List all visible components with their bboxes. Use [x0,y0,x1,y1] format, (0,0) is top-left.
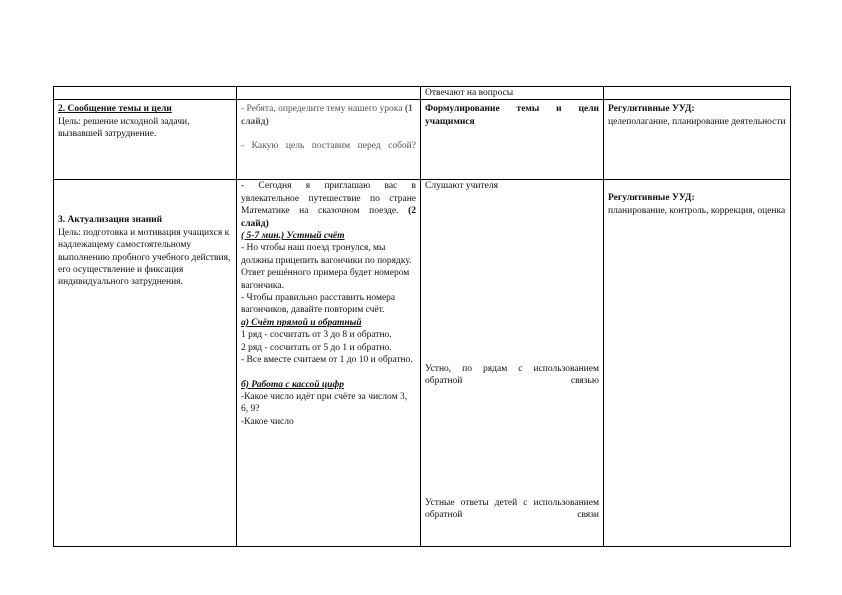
stage-title: 2. Сообщение темы и цели [58,104,172,115]
uud-title: Регулятивные УУД: [608,104,695,115]
section-heading: а) Счёт прямой и обратный [241,317,362,328]
cell-students [421,100,604,180]
lesson-plan-table [53,86,791,547]
table-row [54,100,791,180]
uud-text: планирование, контроль, коррекция, оценка [608,205,786,216]
students-activity-text: Устные ответы детей с использованием обратной связи [425,497,599,521]
cell-stage [54,180,237,547]
cell-stage [54,100,237,180]
cell-teacher [237,87,421,100]
students-activity-text: Слушают учителя [425,181,498,192]
teacher-text: - Но чтобы наш поезд тронулся, мы должны прицепить вагончики по порядку. Ответ решённого примера будет номером вагончика. [241,243,412,291]
teacher-text: 1 ряд - сосчитать от 3 до 8 и обратно. [241,330,392,341]
teacher-text: 2 ряд - сосчитать от 5 до 1 и обратно. [241,342,392,353]
stage-goal: Цель: подготовка и мотивация учащихся к надлежащему самостоятельному выполнению пробного учебного действия, его осуществление и фиксация индивидуального затруднения. [58,227,231,288]
uud-title: Регулятивные УУД: [608,193,695,204]
teacher-text: -Какое число идёт при счёте за числом 3, 6, 9? [241,391,408,415]
table-row [54,87,791,100]
cell-stage [54,87,237,100]
cell-uud [604,87,791,100]
section-heading: ( 5-7 мин.) Устный счёт [241,231,345,242]
students-activity-text: Устно, по рядам с использованием обратной связью [425,363,599,387]
teacher-text: - Ребята, определите тему нашего урока [241,104,403,115]
section-heading: б) Работа с кассой цифр [241,379,344,390]
cell-uud [604,180,791,547]
cell-students [421,180,604,547]
cell-uud [604,100,791,180]
slide-ref: (2 слайд) [241,206,416,229]
stage-title: 3. Актуализация знаний [58,215,163,226]
students-activity-text: Отвечают на вопросы [425,88,514,98]
table-row [54,180,791,547]
stage-goal: Цель: решение исходной задачи, вызвавшей затруднение. [58,116,190,140]
students-activity-text: Формулирование темы и цели учащимися [425,104,599,127]
slide-ref: (1 слайд) [241,104,413,127]
teacher-text: - Какую цель поставим перед собой? [241,141,416,152]
teacher-text: - Чтобы правильно расставить номера вагончиков, давайте повторим счёт. [241,293,396,316]
teacher-text: - Сегодня я приглашаю вас в увлекательное путешествие по стране Математике на сказочном поезде. [241,181,416,217]
cell-teacher [237,100,421,180]
teacher-text: -Какое число [241,416,294,427]
cell-students [421,87,604,100]
uud-text: целеполагание, планирование деятельности [608,116,786,127]
cell-teacher [237,180,421,547]
teacher-text: - Все вместе считаем от 1 до 10 и обратно. [241,355,413,366]
